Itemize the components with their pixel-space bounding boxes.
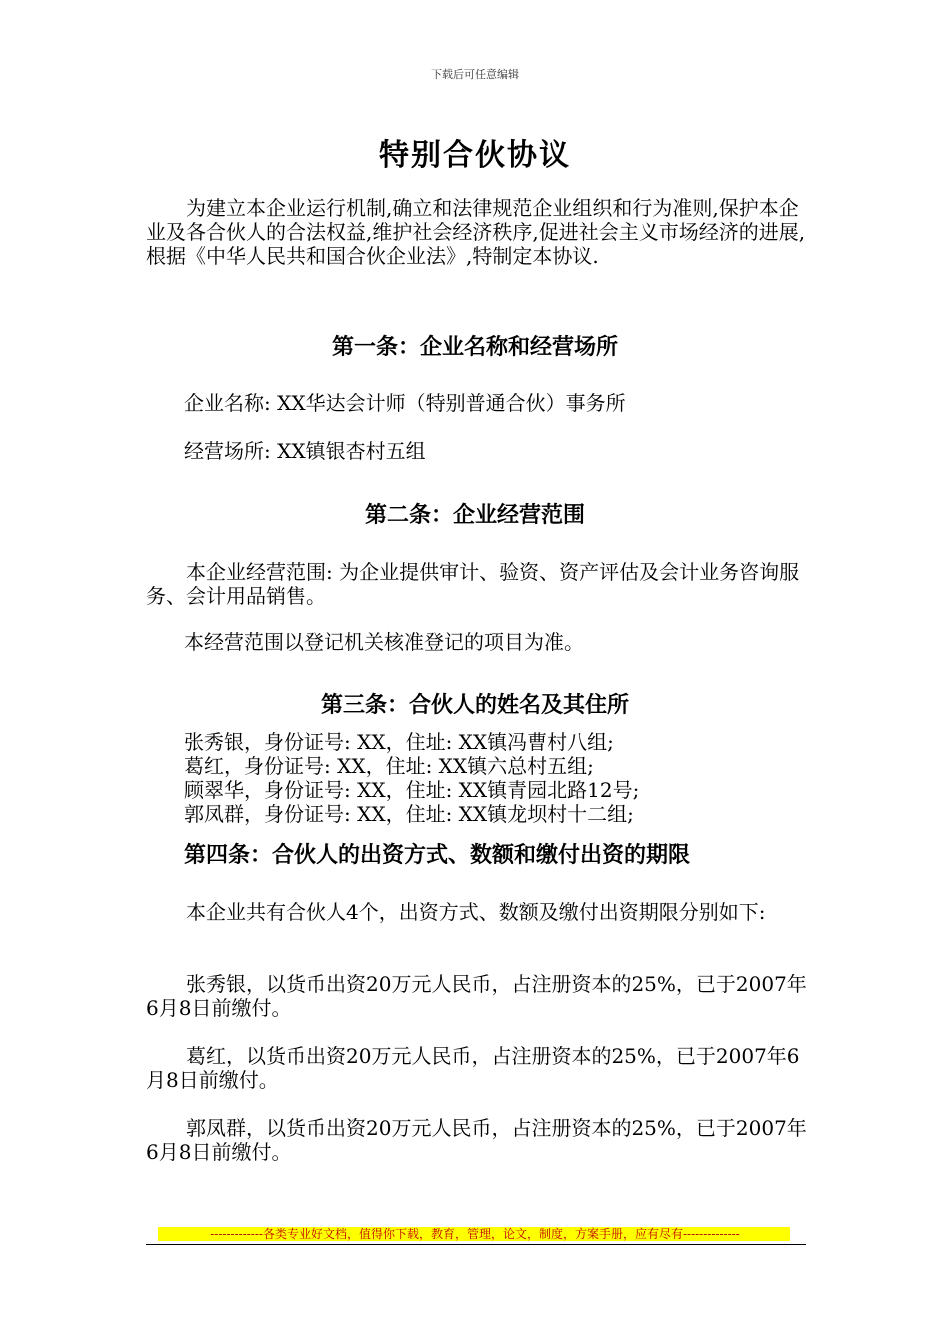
- partner-line: 张秀银，身份证号: XX，住址: XX镇冯曹村八组;: [184, 730, 614, 754]
- contribution-paragraph: 郭凤群，以货币出资20万元人民币，占注册资本的25%，已于2007年6月8日前缴付。: [146, 1116, 807, 1164]
- contribution-paragraph: 张秀银，以货币出资20万元人民币，占注册资本的25%，已于2007年6月8日前缴付。: [146, 972, 807, 1020]
- article-3-heading: 第三条：合伙人的姓名及其住所: [320, 692, 629, 718]
- footer-divider: [146, 1244, 806, 1245]
- article-2-heading: 第二条：企业经营范围: [364, 502, 585, 528]
- business-place-line: 经营场所: XX镇银杏村五组: [184, 439, 426, 463]
- preamble-paragraph: 为建立本企业运行机制,确立和法律规范企业组织和行为准则,保护本企业及各合伙人的合法权益,维护社会经济秩序,促进社会主义市场经济的进展,根据《中华人民共和国合伙企业法》,特制定本协议.: [146, 196, 806, 268]
- contribution-paragraph: 葛红，以货币出资20万元人民币，占注册资本的25%，已于2007年6月8日前缴付。: [146, 1044, 800, 1092]
- footer-banner: -------------各类专业好文档，值得你下载，教育，管理，论文，制度，方案手册，应有尽有--------------: [210, 1227, 740, 1241]
- partner-line: 葛红，身份证号: XX，住址: XX镇六总村五组;: [184, 754, 594, 778]
- partner-line: 顾翠华，身份证号: XX，住址: XX镇青园北路12号;: [184, 778, 640, 802]
- enterprise-name-line: 企业名称: XX华达会计师（特别普通合伙）事务所: [184, 391, 626, 415]
- partner-line: 郭凤群，身份证号: XX，住址: XX镇龙坝村十二组;: [184, 802, 634, 826]
- article-4-heading: 第四条：合伙人的出资方式、数额和缴付出资的期限: [184, 842, 691, 868]
- header-note: 下载后可任意编辑: [431, 68, 519, 81]
- business-scope-paragraph: 本企业经营范围: 为企业提供审计、验资、资产评估及会计业务咨询服务、会计用品销售。: [146, 560, 800, 608]
- business-scope-note: 本经营范围以登记机关核准登记的项目为准。: [184, 630, 584, 654]
- contribution-intro: 本企业共有合伙人4个，出资方式、数额及缴付出资期限分别如下:: [186, 900, 766, 924]
- article-1-heading: 第一条：企业名称和经营场所: [331, 334, 618, 360]
- document-title: 特别合伙协议: [379, 138, 571, 173]
